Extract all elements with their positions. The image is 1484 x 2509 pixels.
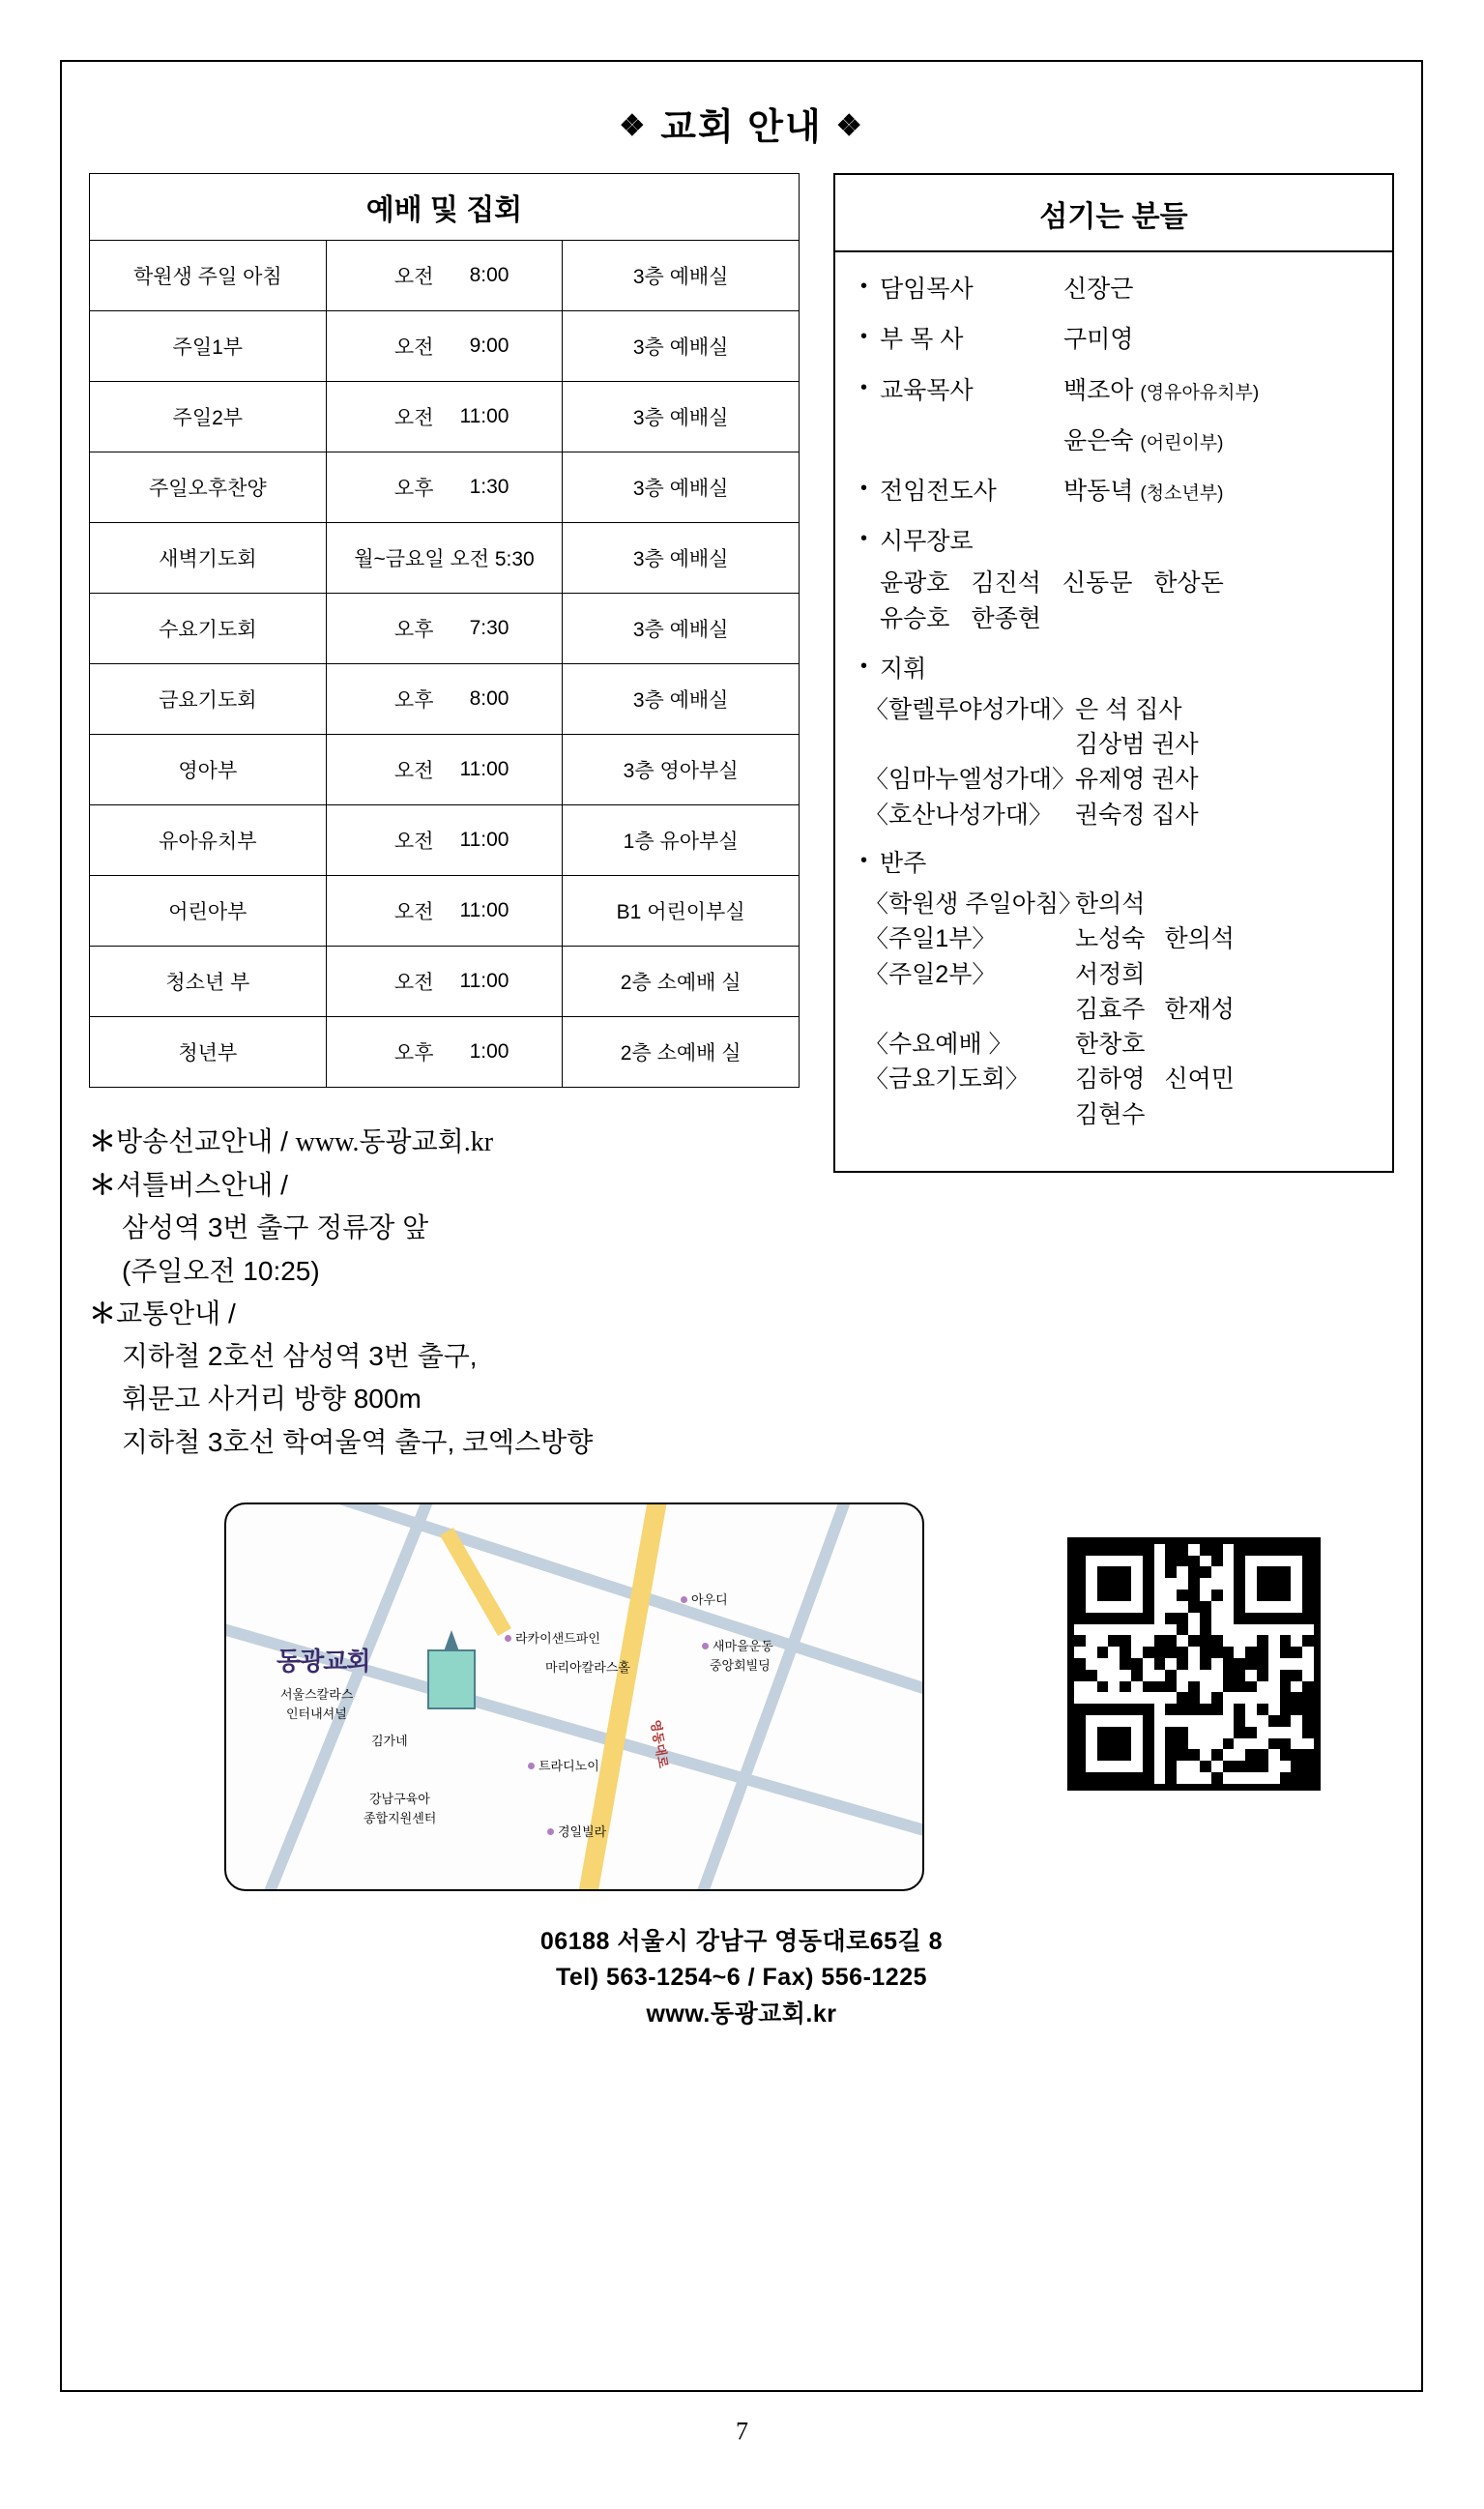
elder-name: 한상돈 <box>1153 569 1224 597</box>
title-text: 교회 안내 <box>660 107 823 148</box>
note-text: 삼성역 3번 출구 정류장 앞 <box>122 1212 429 1243</box>
staff-note: (어린이부) <box>1140 432 1224 453</box>
poi-dot-icon <box>702 1643 709 1649</box>
service-place: 3층 예배실 <box>563 594 800 664</box>
table-row <box>90 947 800 1017</box>
accompanist-row <box>860 992 1367 1027</box>
accompanist-name: 김현수 <box>1075 1100 1146 1128</box>
page-frame <box>60 60 1423 2392</box>
right-column <box>833 173 1394 1464</box>
time-period: 오전 <box>393 901 434 923</box>
address-block <box>62 1924 1421 2033</box>
poi-label: 강남구육아 <box>369 1791 430 1806</box>
bullet-icon: • <box>860 276 868 297</box>
service-name: 주일오후찬양 <box>90 452 327 523</box>
table-row <box>90 382 800 452</box>
staff-name <box>1063 474 1367 509</box>
staff-header: 섬기는 분들 <box>835 175 1392 252</box>
service-time <box>326 241 563 311</box>
service-name: 유아유치부 <box>90 805 327 876</box>
staff-name: 구미영 <box>1063 326 1134 354</box>
service-name: 청소년 부 <box>90 947 327 1017</box>
accompanist-names <box>1075 921 1367 956</box>
service-name: 학원생 주일 아침 <box>90 241 327 311</box>
map-poi <box>371 1731 408 1749</box>
bullet-icon: • <box>860 326 868 348</box>
map-poi <box>528 1756 599 1774</box>
staff-name-text: 백조아 <box>1063 376 1134 404</box>
poi-label: 김가네 <box>371 1733 408 1748</box>
elders-label-row <box>860 524 1367 559</box>
choir-name: 〈할렐루야성가대〉 <box>864 695 1077 723</box>
accompanist-name: 한의석 <box>1075 890 1146 918</box>
poi-label: 마리아칼라스홀 <box>545 1659 630 1675</box>
table-row <box>90 735 800 805</box>
poi-label: 새마을운동 <box>713 1638 773 1653</box>
schedule-table <box>89 173 800 1088</box>
time-value: 9:00 <box>469 335 509 357</box>
elder-name: 김진석 <box>971 569 1041 597</box>
accompanist-name: 한의석 <box>1164 925 1235 953</box>
accompanist-row <box>860 1062 1367 1096</box>
time-period: 오후 <box>393 478 434 500</box>
note-star: ＊ <box>89 1298 117 1328</box>
staff-role: 교육목사 <box>880 376 974 404</box>
time-value: 11:00 <box>459 970 509 992</box>
schedule-header: 예배 및 집회 <box>90 174 800 241</box>
service-time <box>326 1017 563 1088</box>
service-label: 〈금요기도회〉 <box>864 1065 1030 1094</box>
accompanist-name: 노성숙 <box>1075 925 1146 953</box>
service-place: 3층 예배실 <box>563 664 800 735</box>
note-text: 방송선교안내 / <box>116 1126 296 1156</box>
service-place: 1층 유아부실 <box>563 805 800 876</box>
time-period: 오후 <box>393 689 434 712</box>
time-value: 1:30 <box>469 476 509 498</box>
accompanist-name: 한재성 <box>1164 995 1235 1023</box>
service-name: 새벽기도회 <box>90 523 327 594</box>
accompanist-names <box>1075 957 1367 992</box>
poi-label: 라카이샌드파인 <box>515 1630 600 1646</box>
conductor-name: 유제영 권사 <box>1075 766 1199 794</box>
time-period: 오전 <box>393 972 434 994</box>
table-row <box>90 876 800 947</box>
bullet-icon: • <box>860 528 868 550</box>
staff-name-text: 윤은숙 <box>1063 426 1134 454</box>
left-column <box>89 173 800 1464</box>
table-row <box>90 594 800 664</box>
church-icon <box>427 1649 476 1709</box>
accompanist-row <box>860 1097 1367 1132</box>
choir-name: 〈임마누엘성가대〉 <box>864 766 1077 794</box>
staff-item <box>860 474 1367 509</box>
time-value: 1:00 <box>469 1040 509 1063</box>
contact-line: Tel) 563-1254~6 / Fax) 556-1225 <box>555 1964 928 1992</box>
page-number: 7 <box>736 2417 748 2445</box>
elders-block <box>860 524 1367 637</box>
time-period: 오전 <box>393 336 434 359</box>
staff-note: (청소년부) <box>1140 483 1224 504</box>
note-line <box>89 1164 800 1207</box>
accompanist-names <box>1075 1027 1367 1062</box>
schedule-header-row <box>90 174 800 241</box>
map-poi <box>710 1655 771 1674</box>
map-poi <box>681 1590 728 1608</box>
note-line <box>89 1121 800 1164</box>
service-place: 3층 예배실 <box>563 311 800 382</box>
map-poi <box>280 1684 353 1703</box>
map-road <box>682 1502 864 1891</box>
service-time <box>326 664 563 735</box>
elders-label: 시무장로 <box>880 528 974 556</box>
note-text: 휘문고 사거리 방향 800m <box>122 1384 422 1415</box>
map-poi <box>364 1808 436 1826</box>
poi-label: 서울스칼라스 <box>280 1686 354 1702</box>
time-period: 오전 <box>393 831 434 853</box>
poi-dot-icon <box>505 1635 511 1642</box>
accompanist-row <box>860 957 1367 992</box>
map-poi <box>286 1704 347 1722</box>
staff-item <box>860 322 1367 357</box>
qr-grid <box>1074 1544 1314 1784</box>
poi-label: 경일빌라 <box>558 1823 607 1839</box>
conductors-label: 지휘 <box>880 655 927 683</box>
accompanist-name: 신여민 <box>1164 1065 1235 1094</box>
conductor-row <box>860 727 1367 762</box>
time-value: 11:00 <box>459 758 509 780</box>
accompanist-row <box>860 921 1367 956</box>
choir-name: 〈호산나성가대〉 <box>864 801 1053 829</box>
service-label: 〈주일1부〉 <box>864 925 997 953</box>
service-time <box>326 452 563 523</box>
time-period: 오전 <box>393 760 434 782</box>
accompanist-names <box>1075 1062 1367 1096</box>
service-name: 수요기도회 <box>90 594 327 664</box>
staff-name-text: 박동녁 <box>1063 478 1134 505</box>
accompanist-name: 김하영 <box>1075 1065 1146 1094</box>
staff-item-secondary <box>860 423 1367 458</box>
staff-item <box>860 272 1367 306</box>
bullet-icon: • <box>860 376 868 398</box>
service-place: B1 어린이부실 <box>563 876 800 947</box>
table-row <box>90 311 800 382</box>
service-label: 〈학원생 주일아침〉 <box>864 890 1083 918</box>
note-text: 교통안내 / <box>116 1298 236 1328</box>
staff-name <box>1063 373 1367 408</box>
time-value: 8:00 <box>469 264 509 286</box>
poi-label: 아우디 <box>691 1591 728 1607</box>
time-period: 오전 <box>393 266 434 288</box>
map-poi <box>505 1628 600 1647</box>
conductor-name: 김상범 권사 <box>1075 731 1199 758</box>
accompanist-name: 서정희 <box>1075 960 1146 988</box>
conductor-name: 권숙정 집사 <box>1075 801 1199 829</box>
accompanist-name: 김효주 <box>1075 995 1146 1023</box>
poi-dot-icon <box>528 1763 535 1769</box>
service-name: 청년부 <box>90 1017 327 1088</box>
elder-name: 신동문 <box>1062 569 1133 597</box>
service-name: 주일2부 <box>90 382 327 452</box>
bottom-section <box>62 1502 1421 1918</box>
note-line <box>89 1293 800 1335</box>
service-name: 영아부 <box>90 735 327 805</box>
conductors-block <box>860 652 1367 832</box>
website-line[interactable]: www.동광교회.kr <box>646 1999 837 2028</box>
staff-body <box>835 252 1392 1171</box>
service-label: 〈주일2부〉 <box>864 960 997 988</box>
poi-label: 중앙회빌딩 <box>710 1657 771 1673</box>
church-label: 동광교회 <box>276 1646 370 1676</box>
accompanist-names <box>1075 887 1367 921</box>
service-name: 금요기도회 <box>90 664 327 735</box>
service-name: 주일1부 <box>90 311 327 382</box>
table-row <box>90 805 800 876</box>
table-row <box>90 664 800 735</box>
time-period: 오후 <box>393 1042 434 1065</box>
conductor-row <box>860 692 1367 727</box>
service-place: 3층 예배실 <box>563 382 800 452</box>
table-row <box>90 523 800 594</box>
note-text: 지하철 2호선 삼성역 3번 출구, <box>122 1341 478 1372</box>
staff-role: 담임목사 <box>880 276 974 303</box>
staff-role: 전임전도사 <box>880 478 997 505</box>
page-title <box>62 97 1421 150</box>
map-poi <box>369 1789 430 1807</box>
service-time: 월~금요일 오전 5:30 <box>326 523 563 594</box>
accompanists-label: 반주 <box>880 849 927 877</box>
table-row <box>90 241 800 311</box>
accompanists-block <box>860 846 1367 1132</box>
conductor-name: 은 석 집사 <box>1075 695 1182 723</box>
accompanist-name: 한창호 <box>1075 1031 1146 1058</box>
elders-row <box>860 566 1367 602</box>
service-place: 3층 예배실 <box>563 452 800 523</box>
service-time <box>326 876 563 947</box>
poi-dot-icon <box>547 1828 554 1835</box>
service-place: 2층 소예배 실 <box>563 1017 800 1088</box>
broadcast-url[interactable]: www.동광교회.kr <box>295 1127 494 1157</box>
service-time <box>326 311 563 382</box>
elder-name: 유승호 <box>880 605 950 632</box>
elders-row <box>860 601 1367 638</box>
poi-label: 트라디노이 <box>538 1758 599 1773</box>
title-deco-left: ❖ <box>619 110 648 142</box>
conductor-row <box>860 798 1367 832</box>
map-road-label <box>647 1718 673 1769</box>
bullet-icon: • <box>860 655 868 677</box>
accompanist-row <box>860 1027 1367 1062</box>
time-value: 11:00 <box>459 405 509 427</box>
elder-name: 윤광호 <box>880 569 950 597</box>
staff-role: 부 목 사 <box>880 326 964 354</box>
note-star: ＊ <box>89 1170 117 1201</box>
map-poi <box>545 1657 630 1676</box>
service-time <box>326 947 563 1017</box>
staff-note: (영유아유치부) <box>1140 382 1260 403</box>
location-map <box>224 1502 924 1891</box>
time-value: 11:00 <box>459 829 509 851</box>
service-time <box>326 594 563 664</box>
table-row <box>90 1017 800 1088</box>
note-star: ＊ <box>89 1126 117 1156</box>
title-deco-right: ❖ <box>835 110 864 142</box>
poi-label: 종합지원센터 <box>364 1810 437 1825</box>
staff-name: 신장근 <box>1063 276 1134 303</box>
note-text: 셔틀버스안내 / <box>116 1170 288 1201</box>
elder-name: 한종현 <box>971 605 1041 632</box>
staff-box <box>833 173 1394 1173</box>
accompanist-row <box>860 887 1367 921</box>
table-row <box>90 452 800 523</box>
bullet-icon: • <box>860 849 868 871</box>
time-value: 8:00 <box>469 687 509 710</box>
address-line: 06188 서울시 강남구 영동대로65길 8 <box>539 1927 944 1955</box>
service-name: 어린아부 <box>90 876 327 947</box>
poi-label: 인터내셔널 <box>286 1706 347 1721</box>
note-text: (주일오전 10:25) <box>122 1255 320 1286</box>
conductor-row <box>860 762 1367 797</box>
qr-code[interactable] <box>1067 1537 1321 1791</box>
map-poi <box>547 1822 606 1840</box>
service-time <box>326 805 563 876</box>
note-text: 지하철 3호선 학여울역 출구, 코엑스방향 <box>122 1426 594 1457</box>
conductors-label-row <box>860 652 1367 686</box>
time-period: 오후 <box>393 619 434 641</box>
notes-block <box>89 1121 800 1464</box>
service-place: 3층 예배실 <box>563 523 800 594</box>
time-value: 7:30 <box>469 617 509 639</box>
accompanists-label-row <box>860 846 1367 881</box>
poi-dot-icon <box>681 1596 687 1603</box>
service-time <box>326 382 563 452</box>
service-place: 3층 영아부실 <box>563 735 800 805</box>
time-period: 오전 <box>393 407 434 429</box>
service-time <box>326 735 563 805</box>
service-label: 〈수요예배 〉 <box>864 1031 1013 1058</box>
content-columns <box>62 173 1421 1464</box>
bullet-icon: • <box>860 478 868 499</box>
map-poi <box>702 1636 773 1654</box>
service-place: 2층 소예배 실 <box>563 947 800 1017</box>
poi-label: 영동대로 <box>648 1718 671 1769</box>
time-value: 11:00 <box>459 899 509 921</box>
service-place: 3층 예배실 <box>563 241 800 311</box>
staff-item <box>860 373 1367 408</box>
